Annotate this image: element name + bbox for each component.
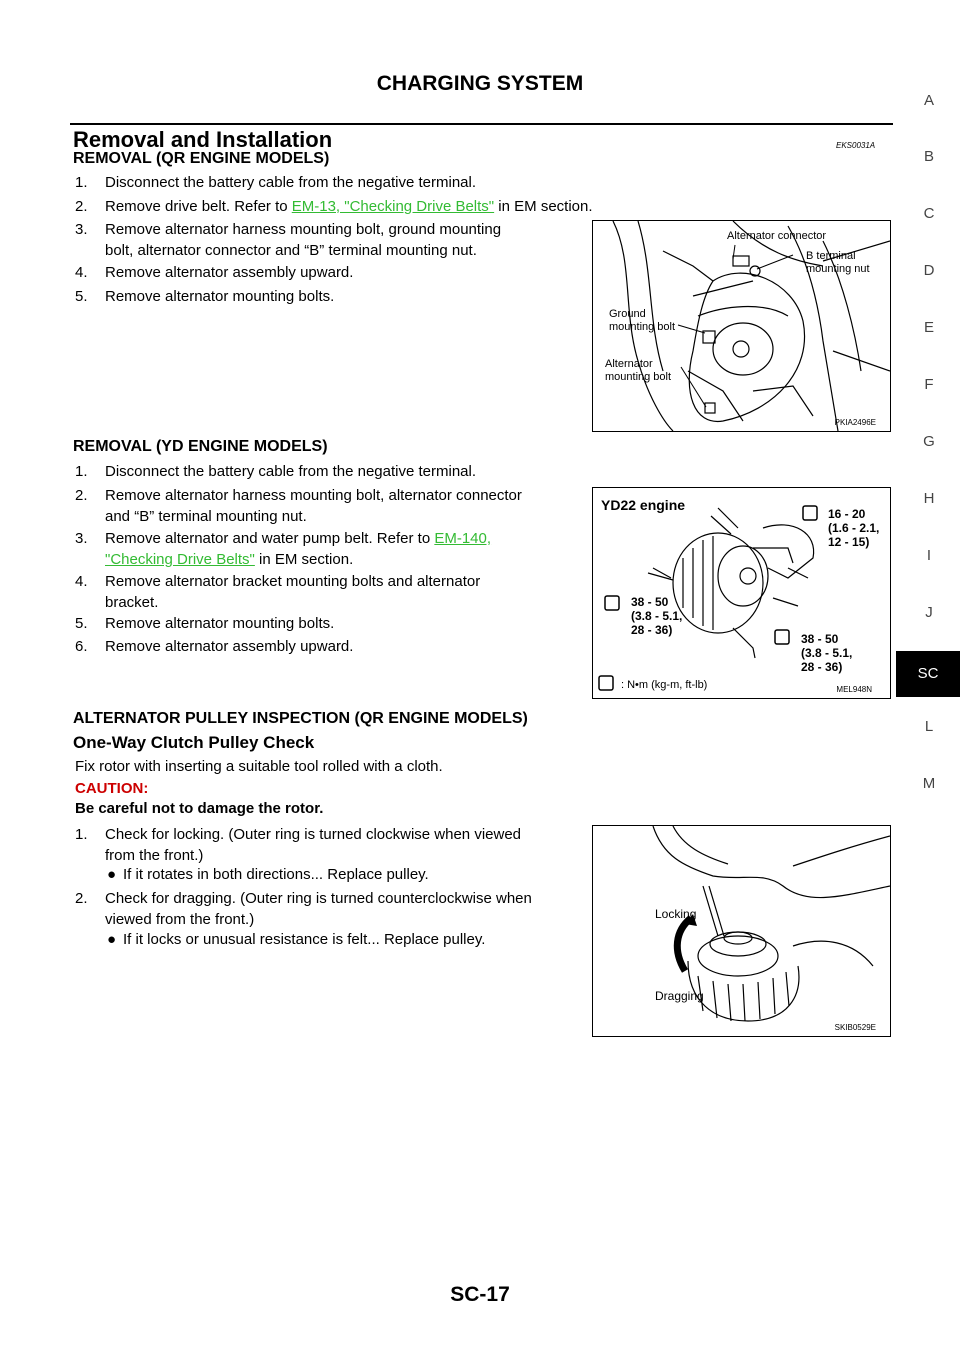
- index-a[interactable]: A: [923, 92, 934, 109]
- figure-id: PKIA2496E: [834, 418, 876, 427]
- index-l[interactable]: L: [924, 718, 934, 735]
- torque-a-line3: 12 - 15): [828, 535, 870, 549]
- index-sc-active[interactable]: SC: [896, 651, 960, 697]
- page-number: SC-17: [450, 1283, 510, 1306]
- label-dragging: Dragging: [655, 989, 704, 1003]
- index-i[interactable]: I: [926, 547, 932, 564]
- section-code: EKS0031A: [836, 141, 876, 150]
- qr-step-5: 5. Remove alternator mounting bolts.: [75, 288, 335, 305]
- index-d[interactable]: D: [923, 262, 935, 279]
- label-alternator-connector: Alternator connector: [727, 230, 827, 242]
- caution-label: CAUTION:: [75, 780, 149, 797]
- label-ground: Ground: [609, 308, 646, 320]
- figure-id: MEL948N: [836, 685, 872, 694]
- torque-unit-legend: : N•m (kg-m, ft-lb): [621, 679, 708, 691]
- index-f[interactable]: F: [924, 376, 934, 393]
- torque-a-line2: (1.6 - 2.1,: [828, 521, 880, 535]
- label-b-terminal: B terminal: [806, 250, 856, 262]
- caution-text: Be careful not to damage the rotor.: [75, 800, 324, 817]
- figure-yd22-torque: [592, 487, 891, 699]
- torque-b-line1: 38 - 50: [631, 595, 669, 609]
- header-rule: [70, 123, 893, 125]
- index-g[interactable]: G: [923, 433, 935, 450]
- torque-b-line2: (3.8 - 5.1,: [631, 609, 683, 623]
- pulley-subheading: One-Way Clutch Pulley Check: [73, 733, 315, 752]
- qr-alternator-illustration: [593, 221, 890, 431]
- index-b[interactable]: B: [923, 148, 934, 165]
- yd-step-5: 5. Remove alternator mounting bolts.: [75, 615, 335, 632]
- pulley-intro: Fix rotor with inserting a suitable tool rolled with a cloth.: [75, 758, 443, 775]
- page-header-title: CHARGING SYSTEM: [376, 72, 584, 95]
- torque-b-line3: 28 - 36): [631, 623, 673, 637]
- torque-a-line1: 16 - 20: [828, 507, 866, 521]
- section-title: Removal and Installation: [73, 127, 333, 152]
- yd22-alternator-illustration: [593, 488, 890, 698]
- pulley-step-2: 2. Check for dragging. (Outer ring is turned counterclockwise when viewed from the front.): [75, 890, 532, 928]
- link-em140[interactable]: EM-140,: [434, 530, 492, 547]
- qr-step-1: 1. Disconnect the battery cable from the negative terminal.: [75, 174, 477, 191]
- yd-step-1: 1. Disconnect the battery cable from the negative terminal.: [75, 463, 477, 480]
- pulley-step-2-bullet: ● If it locks or unusual resistance is felt... Replace pulley.: [107, 931, 486, 948]
- label-b-terminal-nut: mounting nut: [806, 263, 870, 275]
- pulley-step-1-bullet: ● If it rotates in both directions... Replace pulley.: [107, 866, 429, 883]
- label-locking: Locking: [655, 907, 697, 921]
- torque-c-line1: 38 - 50: [801, 632, 839, 646]
- figure-pulley-check: [592, 825, 891, 1037]
- torque-c-line3: 28 - 36): [801, 660, 843, 674]
- figure-qr-alternator: [592, 220, 891, 432]
- bullet-icon: ●: [107, 866, 117, 883]
- pulley-heading: ALTERNATOR PULLEY INSPECTION (QR ENGINE MODELS): [73, 710, 528, 727]
- link-em13-drive-belts[interactable]: EM-13, "Checking Drive Belts": [291, 198, 495, 215]
- removal-yd-heading: REMOVAL (YD ENGINE MODELS): [73, 438, 328, 455]
- qr-step-2: 2. Remove drive belt. Refer to EM-13, "Checking Drive Belts" in EM section.: [75, 198, 593, 215]
- yd-step-6: 6. Remove alternator assembly upward.: [75, 638, 354, 655]
- qr-step-3: 3. Remove alternator harness mounting bolt, ground mounting bolt, alternator connector and “B” terminal mounting nut.: [75, 221, 502, 259]
- removal-qr-heading: REMOVAL (QR ENGINE MODELS): [73, 150, 330, 167]
- index-j[interactable]: J: [925, 604, 933, 621]
- index-c[interactable]: C: [923, 205, 935, 222]
- torque-c-line2: (3.8 - 5.1,: [801, 646, 853, 660]
- figure-id: SKIB0529E: [834, 1023, 876, 1032]
- link-checking-drive-belts[interactable]: "Checking Drive Belts": [105, 551, 255, 568]
- pulley-step-1: 1. Check for locking. (Outer ring is turned clockwise when viewed from the front.): [75, 826, 522, 864]
- label-ground-bolt: mounting bolt: [609, 321, 676, 333]
- index-m[interactable]: M: [922, 775, 936, 792]
- bullet-icon: ●: [107, 931, 117, 948]
- yd-step-2: 2. Remove alternator harness mounting bolt, alternator connector and “B” terminal mounting nut.: [75, 487, 522, 525]
- label-alternator-bolt: mounting bolt: [605, 371, 672, 383]
- yd-step-4: 4. Remove alternator bracket mounting bolts and alternator bracket.: [75, 573, 481, 611]
- index-h[interactable]: H: [923, 490, 935, 507]
- yd-step-3: 3. Remove alternator and water pump belt. Refer to EM-140, "Checking Drive Belts" in EM section.: [75, 530, 492, 568]
- qr-step-4: 4. Remove alternator assembly upward.: [75, 264, 354, 281]
- index-e[interactable]: E: [923, 319, 934, 336]
- label-alternator: Alternator: [605, 358, 653, 370]
- yd22-engine-title: YD22 engine: [601, 497, 686, 513]
- pulley-check-illustration: [593, 826, 890, 1036]
